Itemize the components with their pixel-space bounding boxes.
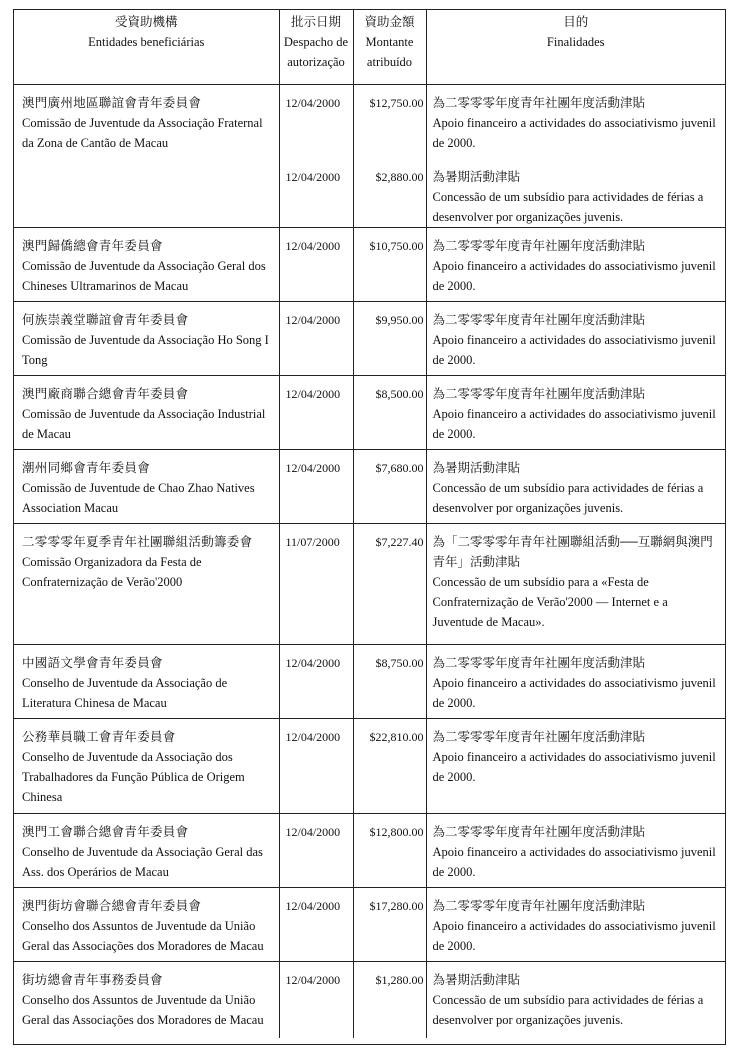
entity-name-pt: Comissão Organizadora da Festa de Confraternização de Verão'2000: [22, 555, 202, 589]
table-row: [14, 962, 725, 1038]
entity-cell: [14, 814, 279, 888]
approval-date: 12/04/2000: [285, 239, 341, 253]
purpose-zh: 為二零零零年度青年社團年度活動津貼: [432, 96, 646, 110]
subsidy-amount: $17,280.00: [369, 899, 424, 913]
purpose-block: [433, 896, 720, 956]
amount-cell: [353, 962, 426, 1038]
subsidy-amount: $10,750.00: [369, 239, 424, 253]
approval-date: 11/07/2000: [285, 535, 340, 549]
purpose-zh: 為二零零零年度青年社團年度活動津貼: [432, 825, 646, 839]
date-cell: [279, 814, 353, 888]
entity-name-zh: 澳門工會聯合總會青年委員會: [22, 825, 189, 839]
purpose-cell: [426, 228, 725, 302]
purpose-zh: 為二零零零年度青年社團年度活動津貼: [432, 239, 646, 253]
date-cell: [279, 85, 353, 228]
table-row: [14, 524, 725, 645]
approval-date: 12/04/2000: [285, 973, 341, 987]
table-row: [14, 719, 725, 814]
amount-header-pt: Montante atribuído: [365, 35, 414, 69]
approval-date: 12/04/2000: [285, 899, 341, 913]
column-header-entity: [14, 10, 279, 85]
purpose-cell: [426, 962, 725, 1038]
approval-date: 12/04/2000: [285, 825, 341, 839]
purpose-zh: 為「二零零零年青年社團聯組活動──互聯網與澳門青年」活動津貼: [432, 535, 713, 569]
approval-date: 12/04/2000: [285, 387, 341, 401]
subsidy-amount: $7,227.40: [375, 535, 424, 549]
purpose-cell: [426, 814, 725, 888]
subsidy-table-page: [13, 9, 726, 1045]
amount-cell: [353, 376, 426, 450]
purpose-cell: [426, 376, 725, 450]
date-cell: [279, 524, 353, 645]
purpose-block: [433, 93, 720, 153]
purpose-cell: [426, 524, 725, 645]
entity-cell: [14, 719, 279, 814]
subsidy-amount: $12,750.00: [369, 96, 424, 110]
subsidy-amount: $9,950.00: [375, 313, 424, 327]
purpose-zh: 為二零零零年度青年社團年度活動津貼: [432, 730, 646, 744]
table-header-row: [14, 10, 725, 85]
purpose-block: [433, 167, 720, 227]
entity-header-pt: Entidades beneficiárias: [88, 35, 205, 49]
approval-date: 12/04/2000: [285, 170, 341, 184]
entity-name-zh: 澳門廣州地區聯誼會青年委員會: [22, 96, 202, 110]
entity-cell: [14, 962, 279, 1038]
date-cell: [279, 962, 353, 1038]
purpose-zh: 為暑期活動津貼: [432, 461, 521, 475]
purpose-pt: Apoio financeiro a actividades do associativismo juvenil de 2000.: [432, 845, 716, 879]
purpose-pt: Apoio financeiro a actividades do associativismo juvenil de 2000.: [432, 116, 716, 150]
amount-cell: [353, 228, 426, 302]
column-header-purpose: [426, 10, 725, 85]
table-row: [14, 888, 725, 962]
date-header-zh: 批示日期: [290, 15, 341, 29]
purpose-header-pt: Finalidades: [546, 35, 605, 49]
amount-cell: [353, 302, 426, 376]
approval-date: 12/04/2000: [285, 313, 341, 327]
entity-name-pt: Conselho de Juventude da Associação dos Trabalhadores da Função Pública de Origem Chinesa: [22, 750, 245, 804]
purpose-block: [433, 310, 720, 370]
purpose-pt: Apoio financeiro a actividades do associativismo juvenil de 2000.: [432, 333, 716, 367]
date-cell: [279, 228, 353, 302]
table-row: [14, 645, 725, 719]
entity-name-pt: Conselho dos Assuntos de Juventude da União Geral das Associações dos Moradores de Macau: [22, 919, 264, 953]
entity-name-pt: Conselho dos Assuntos de Juventude da União Geral das Associações dos Moradores de Macau: [22, 993, 264, 1027]
date-cell: [279, 376, 353, 450]
purpose-cell: [426, 719, 725, 814]
purpose-pt: Apoio financeiro a actividades do associativismo juvenil de 2000.: [432, 919, 716, 953]
entity-name-pt: Comissão de Juventude da Associação Fraternal da Zona de Cantão de Macau: [22, 116, 263, 150]
purpose-block: [433, 822, 720, 882]
amount-cell: [353, 888, 426, 962]
subsidy-amount: $2,880.00: [375, 170, 424, 184]
table-row: [14, 376, 725, 450]
entity-name-zh: 二零零零年夏季青年社團聯組活動籌委會: [22, 535, 253, 549]
table-row: [14, 302, 725, 376]
entity-name-pt: Conselho de Juventude da Associação Geral das Ass. dos Operários de Macau: [22, 845, 263, 879]
entity-name-zh: 街坊總會青年事務委員會: [22, 973, 163, 987]
entity-name-pt: Conselho de Juventude da Associação de Literatura Chinesa de Macau: [22, 676, 228, 710]
entity-cell: [14, 450, 279, 524]
entity-cell: [14, 888, 279, 962]
purpose-block: [433, 532, 720, 632]
purpose-zh: 為二零零零年度青年社團年度活動津貼: [432, 899, 646, 913]
subsidy-amount: $22,810.00: [369, 730, 424, 744]
date-cell: [279, 302, 353, 376]
entity-cell: [14, 228, 279, 302]
purpose-header-zh: 目的: [563, 15, 589, 29]
purpose-zh: 為暑期活動津貼: [432, 170, 521, 184]
amount-cell: [353, 814, 426, 888]
purpose-zh: 為暑期活動津貼: [432, 973, 521, 987]
purpose-pt: Concessão de um subsídio para actividades de férias a desenvolver por organizações juvenis.: [432, 190, 704, 224]
table-row: [14, 814, 725, 888]
approval-date: 12/04/2000: [285, 730, 341, 744]
table-row: [14, 450, 725, 524]
entity-cell: [14, 376, 279, 450]
entity-name-pt: Comissão de Juventude da Associação Ho Song I Tong: [22, 333, 269, 367]
subsidy-amount: $7,680.00: [375, 461, 424, 475]
entity-cell: [14, 302, 279, 376]
subsidy-amount: $1,280.00: [375, 973, 424, 987]
entity-name-zh: 潮州同鄉會青年委員會: [22, 461, 151, 475]
amount-header-zh: 資助金額: [364, 15, 415, 29]
date-cell: [279, 450, 353, 524]
entity-name-zh: 澳門街坊會聯合總會青年委員會: [22, 899, 202, 913]
amount-cell: [353, 450, 426, 524]
purpose-pt: Apoio financeiro a actividades do associativismo juvenil de 2000.: [432, 750, 716, 784]
entity-name-zh: 公務華員職工會青年委員會: [22, 730, 176, 744]
subsidy-amount: $12,800.00: [369, 825, 424, 839]
purpose-pt: Concessão de um subsídio para actividades de férias a desenvolver por organizações juvenis.: [432, 993, 704, 1027]
entity-name-pt: Comissão de Juventude da Associação Geral dos Chineses Ultramarinos de Macau: [22, 259, 266, 293]
entity-name-pt: Comissão de Juventude da Associação Industrial de Macau: [22, 407, 266, 441]
entity-cell: [14, 85, 279, 228]
entity-name-zh: 中國語文學會青年委員會: [22, 656, 163, 670]
column-header-date: [279, 10, 353, 85]
subsidy-amount: $8,500.00: [375, 387, 424, 401]
date-cell: [279, 719, 353, 814]
purpose-cell: [426, 302, 725, 376]
purpose-pt: Concessão de um subsídio para actividades de férias a desenvolver por organizações juvenis.: [432, 481, 704, 515]
purpose-zh: 為二零零零年度青年社團年度活動津貼: [432, 387, 646, 401]
purpose-zh: 為二零零零年度青年社團年度活動津貼: [432, 656, 646, 670]
purpose-cell: [426, 888, 725, 962]
purpose-block: [433, 458, 720, 518]
amount-cell: [353, 645, 426, 719]
purpose-pt: Apoio financeiro a actividades do associativismo juvenil de 2000.: [432, 407, 716, 441]
purpose-pt: Concessão de um subsídio para a «Festa de Confraternização de Verão'2000 — Internet e a Juventude de Macau».: [432, 575, 668, 629]
date-header-pt: Despacho de autorização: [283, 35, 349, 69]
entity-name-zh: 何族崇義堂聯誼會青年委員會: [22, 313, 189, 327]
date-cell: [279, 888, 353, 962]
purpose-block: [433, 653, 720, 713]
purpose-cell: [426, 450, 725, 524]
entity-name-zh: 澳門廠商聯合總會青年委員會: [22, 387, 189, 401]
table-row: [14, 85, 725, 228]
table-row: [14, 228, 725, 302]
purpose-block: [433, 384, 720, 444]
approval-date: 12/04/2000: [285, 461, 341, 475]
date-cell: [279, 645, 353, 719]
subsidy-table: [14, 10, 725, 1038]
approval-date: 12/04/2000: [285, 656, 341, 670]
purpose-pt: Apoio financeiro a actividades do associativismo juvenil de 2000.: [432, 259, 716, 293]
entity-name-zh: 澳門歸僑總會青年委員會: [22, 239, 163, 253]
purpose-zh: 為二零零零年度青年社團年度活動津貼: [432, 313, 646, 327]
column-header-amount: [353, 10, 426, 85]
purpose-pt: Apoio financeiro a actividades do associativismo juvenil de 2000.: [432, 676, 716, 710]
subsidy-amount: $8,750.00: [375, 656, 424, 670]
purpose-block: [433, 236, 720, 296]
purpose-cell: [426, 645, 725, 719]
purpose-block: [433, 970, 720, 1030]
amount-cell: [353, 719, 426, 814]
amount-cell: [353, 524, 426, 645]
entity-cell: [14, 524, 279, 645]
purpose-block: [433, 727, 720, 787]
entity-name-pt: Comissão de Juventude de Chao Zhao Natives Association Macau: [22, 481, 255, 515]
purpose-cell: [426, 85, 725, 228]
entity-header-zh: 受資助機構: [114, 15, 178, 29]
entity-cell: [14, 645, 279, 719]
amount-cell: [353, 85, 426, 228]
approval-date: 12/04/2000: [285, 96, 341, 110]
table-body: [14, 85, 725, 1038]
